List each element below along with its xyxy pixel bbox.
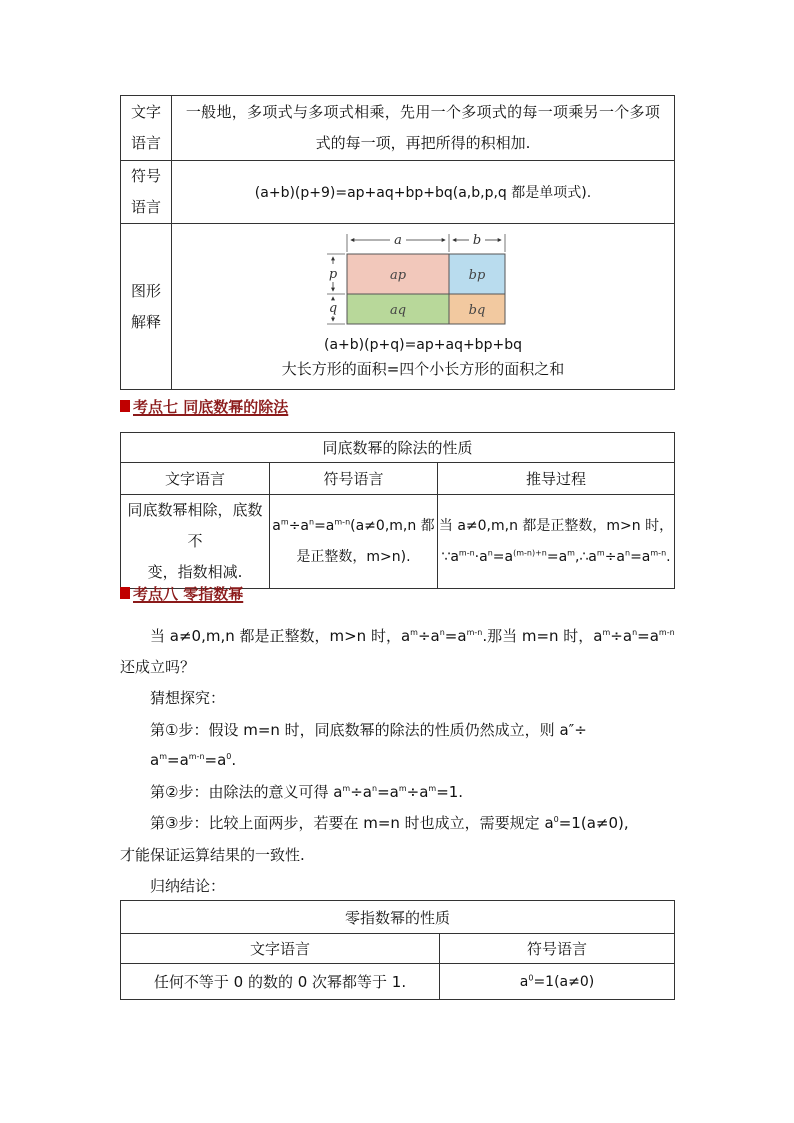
t: m [280, 516, 289, 526]
t: ÷a [406, 783, 429, 801]
figure-formula: (a+b)(p+q)=ap+aq+bp+bq [324, 337, 522, 353]
t: a [272, 517, 281, 534]
paragraph-6: 归纳结论： [150, 877, 226, 895]
t: ÷a [288, 517, 309, 534]
t: m-n [188, 752, 205, 761]
red-square-icon [120, 400, 130, 412]
t: n [487, 547, 493, 557]
t: =a [546, 548, 568, 565]
header-derive: 推导过程 [438, 463, 675, 495]
t: =a [444, 627, 467, 645]
figure-caption: 大长方形的面积=四个小长方形的面积之和 [281, 360, 565, 378]
figure-cell [172, 224, 675, 390]
table-title: 同底数幂的除法的性质 [121, 433, 675, 463]
t: ,∴a [574, 548, 597, 565]
division-table [120, 432, 675, 589]
symbol-formula: (a+b)(p+9)=ap+aq+bp+bq(a,b,p,q 都是单项式). [172, 161, 675, 224]
symbol-cell [440, 964, 675, 1000]
t: m [596, 547, 605, 557]
symbol-line: 是正整数，m>n). [296, 548, 411, 565]
t: m-n [650, 547, 667, 557]
t: =1(a≠0), [558, 814, 629, 832]
zero-exponent-table [120, 900, 675, 1000]
t: n [625, 547, 631, 557]
cell-bp-label: bp [468, 268, 486, 283]
header-symbol: 符号语言 [270, 463, 438, 495]
t: m [342, 784, 351, 793]
symbol-cell [270, 495, 438, 589]
t: =1. [436, 783, 464, 801]
t: =a [204, 751, 227, 769]
t: 第②步：由除法的意义可得 a [150, 783, 343, 801]
paragraph-1 [150, 626, 675, 646]
symbol-line [270, 511, 437, 542]
t: =a [167, 751, 189, 769]
cell-aq-label: aq [389, 303, 407, 318]
t: m-n [658, 628, 675, 637]
t: n [309, 516, 315, 526]
word-description [172, 96, 675, 161]
t: n [371, 784, 378, 793]
word-line: 变，指数相减. [147, 563, 243, 581]
t: m [567, 547, 575, 557]
dim-p-label: p [328, 267, 338, 282]
t: =1(a≠0) [533, 973, 595, 990]
cell-bq-label: bq [468, 303, 486, 318]
t: m [602, 628, 611, 637]
t: m [159, 752, 167, 761]
cell-ap-label: ap [389, 268, 407, 283]
table-title: 零指数幂的性质 [121, 901, 675, 934]
paragraph-4 [150, 782, 463, 802]
t: 0 [553, 815, 559, 824]
t: 0 [226, 752, 232, 761]
t: n [632, 628, 638, 637]
row-label [121, 96, 172, 161]
label-line: 文字 [130, 103, 161, 121]
word-cell: 任何不等于 0 的数的 0 次幂都等于 1. [121, 964, 440, 1000]
t: ÷a [350, 783, 372, 801]
t: (m-n)+n [513, 547, 547, 557]
t: m-n [466, 628, 483, 637]
t: =a [637, 627, 659, 645]
label-line: 符号 [130, 167, 161, 185]
label-line: 解释 [130, 312, 161, 331]
red-square-icon [120, 587, 130, 599]
header-word: 文字语言 [121, 934, 440, 964]
t: ÷a [604, 548, 625, 565]
t: a [150, 751, 160, 769]
t: 第③步：比较上面两步，若要在 m=n 时也成立，需要规定 a [150, 814, 554, 832]
paragraph-2: 猜想探究： [150, 689, 226, 707]
t: (a≠0,m,n 都 [350, 517, 435, 534]
derive-cell [438, 495, 675, 589]
header-word: 文字语言 [121, 463, 270, 495]
row-label [121, 224, 172, 390]
t: . [231, 751, 237, 769]
t: 0 [528, 972, 534, 982]
t: =a [492, 548, 514, 565]
dim-q-label: q [328, 301, 338, 316]
section-heading-7 [120, 396, 288, 416]
content-line: 式的每一项，再把所得的积相加. [315, 134, 531, 152]
t: 当 a≠0,m,n 都是正整数，m>n 时，a [150, 627, 411, 645]
t: m [428, 784, 437, 793]
area-diagram [323, 230, 523, 330]
t: m-n [458, 547, 475, 557]
t: ·a [474, 548, 488, 565]
dim-a-label: a [394, 233, 402, 248]
word-cell [121, 495, 270, 589]
paragraph-1-cont: 还成立吗？ [120, 658, 196, 676]
paragraph-3: 第①步：假设 m=n 时，同底数幂的除法的性质仍然成立，则 a″÷ [150, 721, 587, 739]
derive-line [438, 542, 674, 573]
dim-b-label: b [472, 233, 482, 248]
section-heading-8 [120, 583, 243, 603]
row-label [121, 161, 172, 224]
label-line: 图形 [130, 281, 161, 300]
t: ÷a [417, 627, 440, 645]
t: =a [377, 783, 399, 801]
t: ∵a [441, 548, 459, 565]
section-title: 考点七 同底数幂的除法 [133, 397, 289, 416]
t: .那当 m=n 时，a [482, 627, 603, 645]
t: m-n [334, 516, 351, 526]
paragraph-3-cont [150, 750, 236, 770]
derive-line: 当 a≠0,m,n 都是正整数，m>n 时， [438, 517, 674, 534]
t: =a [314, 517, 335, 534]
t: m [410, 628, 418, 637]
paragraph-5-cont: 才能保证运算结果的一致性. [120, 846, 305, 864]
paragraph-5 [150, 813, 629, 833]
content-line: 一般地，多项式与多项式相乘，先用一个多项式的每一项乘另一个多项 [185, 103, 661, 121]
label-line: 语言 [130, 134, 161, 152]
t: =a [630, 548, 651, 565]
header-symbol: 符号语言 [440, 934, 675, 964]
t: ÷a [610, 627, 633, 645]
t: a [519, 973, 529, 990]
polynomial-table [120, 95, 675, 390]
t: . [666, 548, 671, 565]
t: n [439, 628, 445, 637]
t: m [398, 784, 407, 793]
section-title: 考点八 零指数幂 [133, 584, 244, 603]
label-line: 语言 [130, 198, 161, 216]
word-line: 同底数幂相除，底数不 [127, 501, 263, 550]
